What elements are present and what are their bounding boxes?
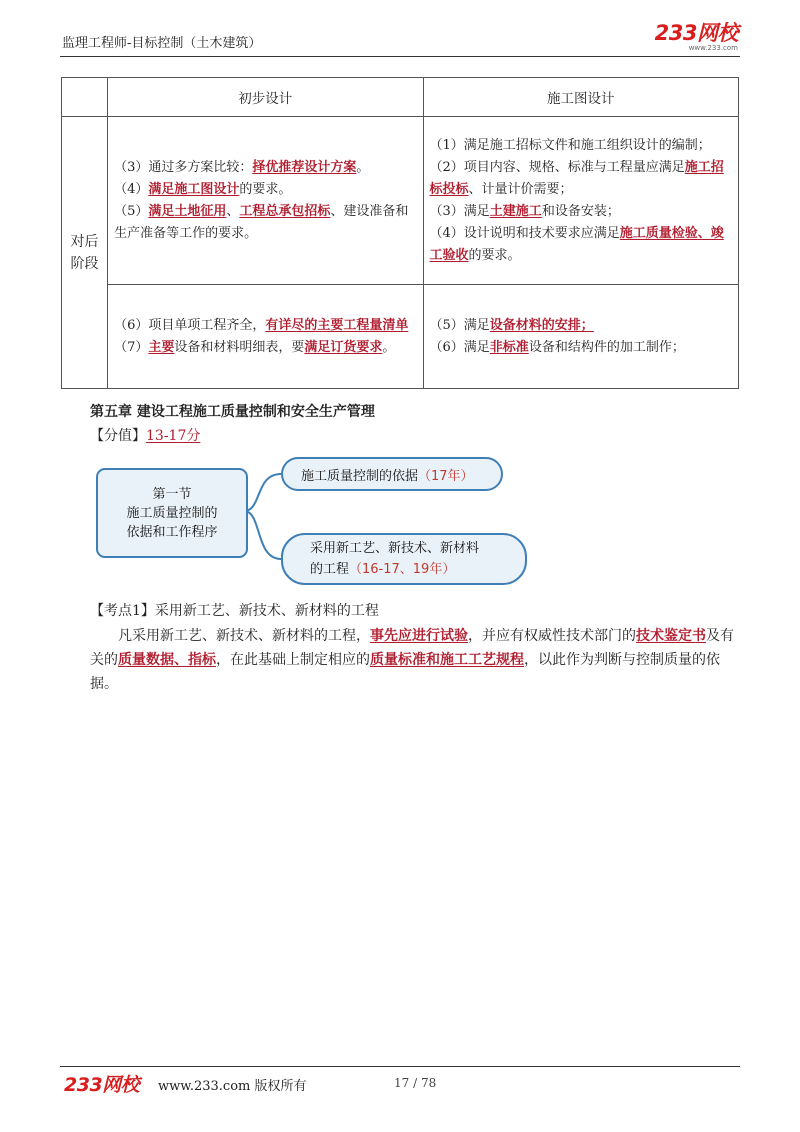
body-text: （5） xyxy=(114,203,149,219)
body-text: 设备和材料明细表，要 xyxy=(174,339,305,355)
main-node-line3: 依据和工作程序 xyxy=(126,524,218,540)
emphasis-text: 满足订货要求 xyxy=(304,339,383,355)
stage-label: 对后阶段 xyxy=(62,117,108,389)
body-text: （4） xyxy=(114,181,149,197)
table-row xyxy=(62,285,739,389)
body-text: （5）满足 xyxy=(429,317,490,333)
point-paragraph xyxy=(90,624,740,696)
chapter-title: 第五章 建设工程施工质量控制和安全生产管理 xyxy=(90,404,375,420)
body-text: （7） xyxy=(114,339,149,355)
mindmap-branch-basis xyxy=(281,457,503,491)
body-text: （1）满足施工招标文件和施工组织设计的编制； xyxy=(429,137,711,153)
table-header-empty xyxy=(62,78,108,117)
table-header-preliminary: 初步设计 xyxy=(108,78,423,117)
emphasis-text: 择优推荐设计方案 xyxy=(252,159,357,175)
body-text: ，并应有权威性技术部门的 xyxy=(468,628,636,644)
body-text: （4）设计说明和技术要求应满足 xyxy=(429,225,620,241)
body-text: （3）满足 xyxy=(429,203,490,219)
body-text: 及有关的 xyxy=(90,628,734,668)
branch2-text: 的工程 xyxy=(310,562,350,577)
main-node-line1: 第一节 xyxy=(152,486,192,502)
body-text: 、建设准备和生产准备等工作的要求。 xyxy=(114,203,409,241)
body-text: 、 xyxy=(226,203,240,219)
body-text: 。 xyxy=(382,339,396,355)
emphasis-text: 工程总承包招标 xyxy=(239,203,331,219)
branch1-year: （17年） xyxy=(418,468,474,484)
connector-branch2 xyxy=(244,511,281,559)
emphasis-text: 土建施工 xyxy=(489,203,542,219)
emphasis-text: 事先应进行试验 xyxy=(370,628,468,644)
body-text: （6）满足 xyxy=(429,339,490,355)
body-text: （6）项目单项工程齐全， xyxy=(114,317,266,333)
emphasis-text: 质量标准和施工工艺规程 xyxy=(370,652,524,668)
body-text: 、计量计价需要； xyxy=(468,181,573,197)
score-label: 【分值】 xyxy=(90,428,146,444)
emphasis-text: 施工质量检验、竣工验收 xyxy=(429,225,724,263)
logo-url: www.233.com xyxy=(688,44,738,52)
table-header-construction: 施工图设计 xyxy=(423,78,738,117)
emphasis-text: 施工招标投标 xyxy=(429,159,724,197)
row1-construction-cell xyxy=(423,117,738,285)
design-stage-table xyxy=(61,77,739,389)
emphasis-text: 非标准 xyxy=(489,339,529,355)
mindmap-branch-new-tech xyxy=(281,533,527,585)
point-paragraph-text xyxy=(90,628,734,692)
point-title: 【考点1】采用新工艺、新技术、新材料的工程 xyxy=(90,603,379,619)
table-row xyxy=(62,117,739,285)
row2-construction-cell xyxy=(423,285,738,389)
body-text: 的要求。 xyxy=(468,247,521,263)
score-line xyxy=(90,425,200,445)
emphasis-text: 设备材料的安排； xyxy=(489,317,594,333)
row1-preliminary-cell xyxy=(108,117,423,285)
branch2-line1: 采用新工艺、新技术、新材料 xyxy=(310,541,480,556)
site-logo[interactable] xyxy=(655,22,738,52)
header-title: 监理工程师-目标控制（土木建筑） xyxy=(62,36,262,51)
body-text: 和设备安装； xyxy=(541,203,620,219)
footer-divider xyxy=(60,1066,740,1067)
body-text: （2）项目内容、规格、标准与工程量应满足 xyxy=(429,159,685,175)
body-text: 。 xyxy=(356,159,370,175)
mindmap-main-node xyxy=(96,468,248,558)
page-number: 17 / 78 xyxy=(394,1076,437,1090)
body-text: ，以此作为判断与控制质量的依据。 xyxy=(90,652,720,692)
emphasis-text: 满足施工图设计 xyxy=(148,181,240,197)
body-text: ，在此基础上制定相应的 xyxy=(216,652,370,668)
header-divider xyxy=(60,56,740,57)
logo-text: 233网校 xyxy=(654,21,738,45)
row2-preliminary-cell xyxy=(108,285,423,389)
footer-logo[interactable]: 233网校 xyxy=(64,1074,140,1096)
main-node-line2: 施工质量控制的 xyxy=(126,505,218,521)
emphasis-text: 质量数据、指标 xyxy=(118,652,216,668)
emphasis-text: 满足土地征用 xyxy=(148,203,227,219)
branch2-year: （16-17、19年） xyxy=(349,562,456,577)
body-text: （3）通过多方案比较： xyxy=(114,159,253,175)
table-header-row xyxy=(62,78,739,117)
body-text: 设备和结构件的加工制作； xyxy=(528,339,685,355)
emphasis-text: 有详尽的主要工程量清单 xyxy=(265,317,409,333)
body-text: 的要求。 xyxy=(239,181,292,197)
emphasis-text: 主要 xyxy=(148,339,175,355)
footer-copyright: www.233.com 版权所有 xyxy=(158,1079,307,1094)
branch1-text: 施工质量控制的依据 xyxy=(301,468,419,484)
body-text: 凡采用新工艺、新技术、新材料的工程， xyxy=(118,628,370,644)
score-value: 13-17分 xyxy=(146,428,201,444)
connector-branch1 xyxy=(244,474,281,511)
emphasis-text: 技术鉴定书 xyxy=(636,628,706,644)
